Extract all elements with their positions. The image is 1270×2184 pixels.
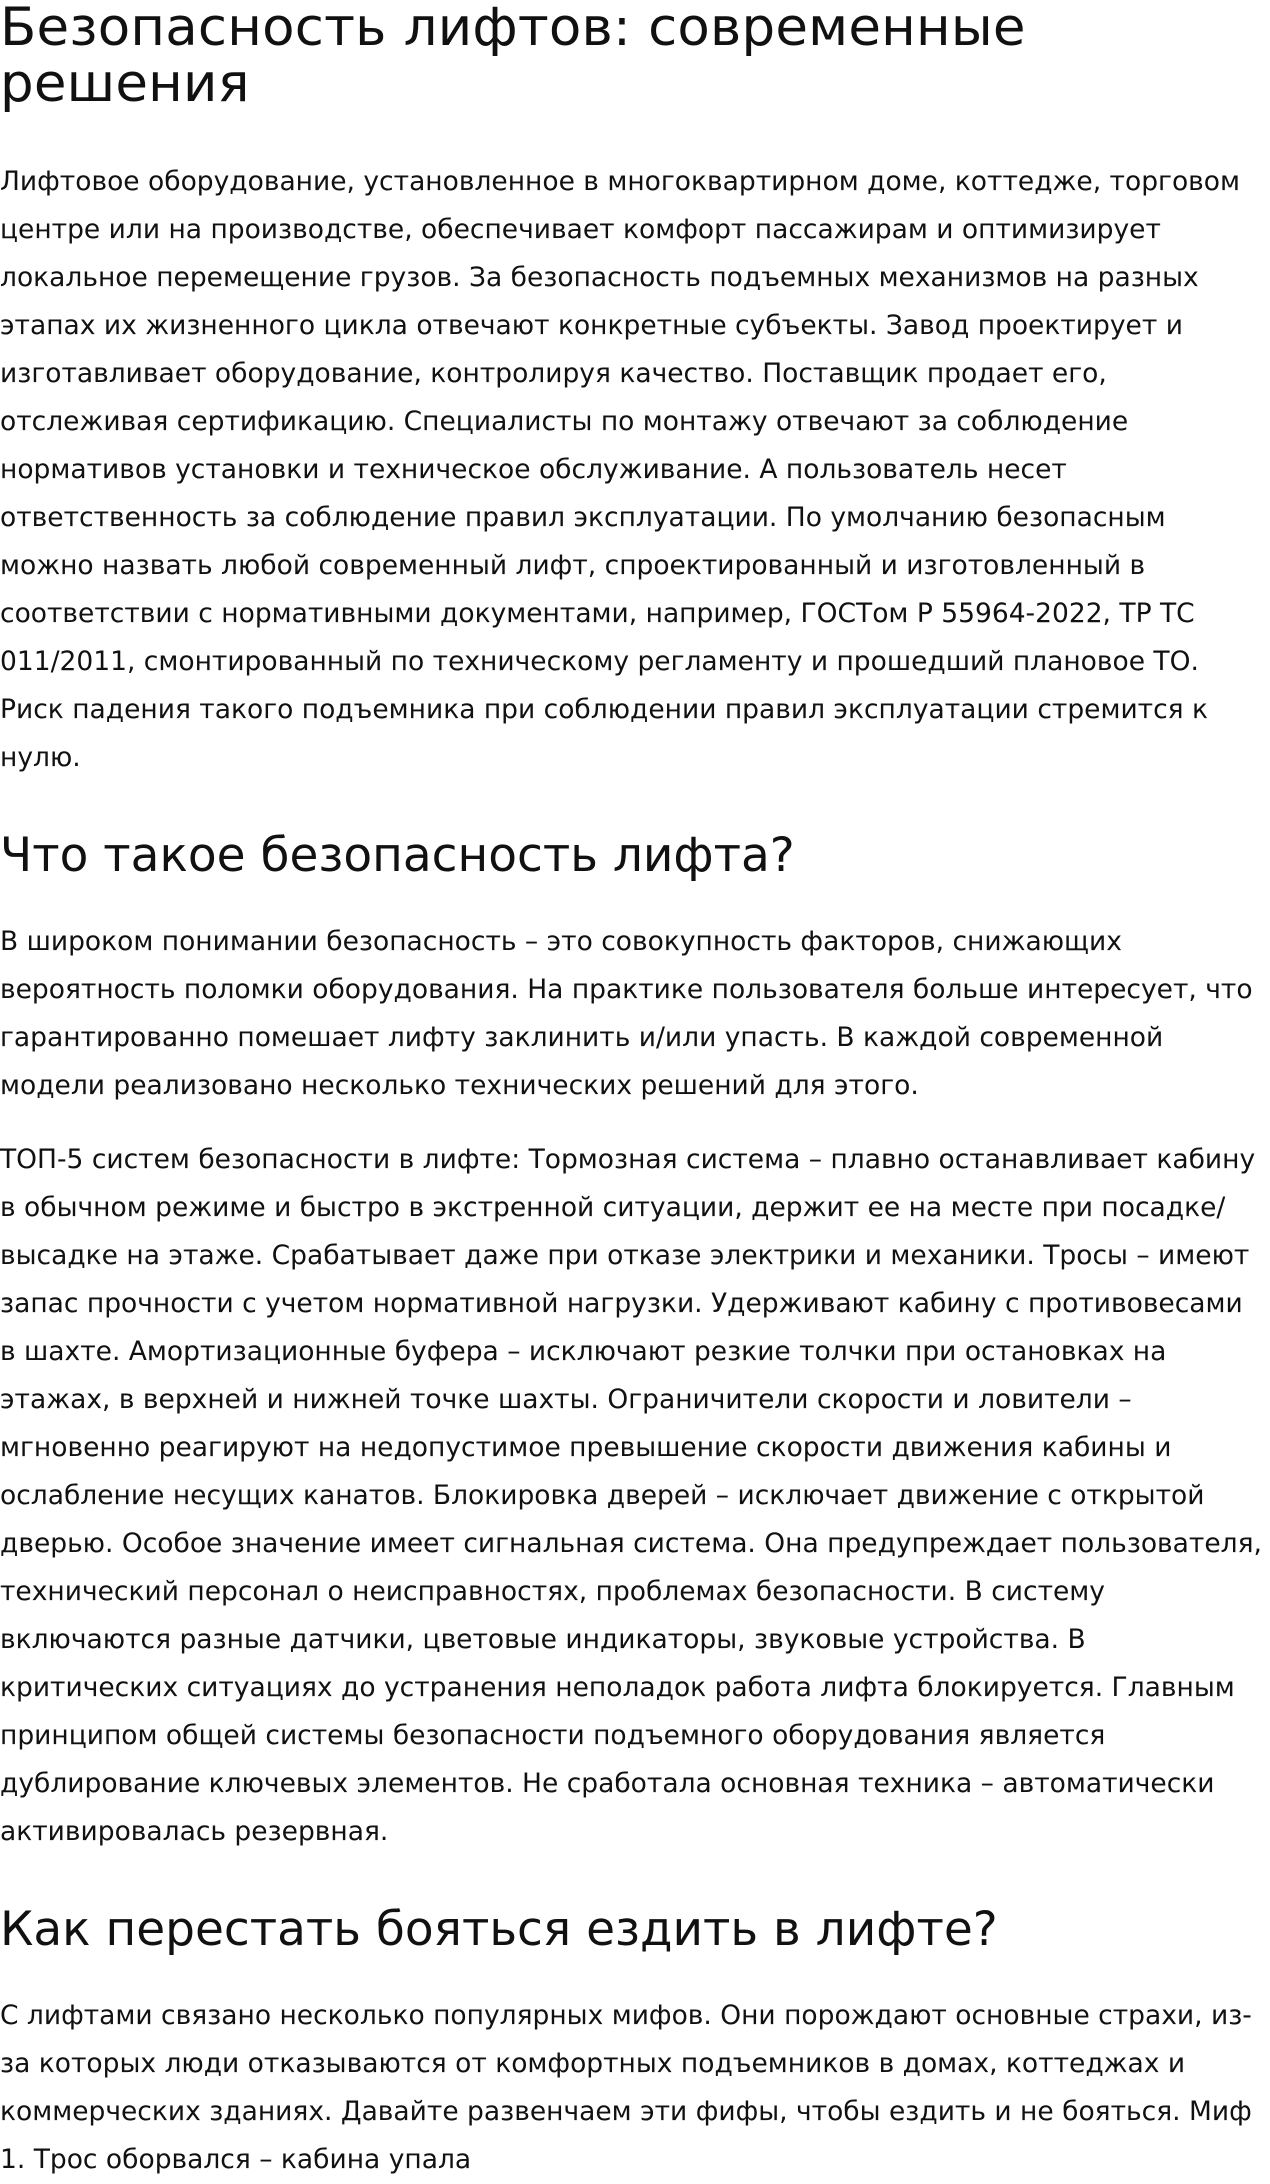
section-heading-stop-fear: Как перестать бояться ездить в лифте? xyxy=(0,1902,998,1957)
section-heading-what-is-safety: Что такое безопасность лифта? xyxy=(0,828,795,883)
section-paragraph: ТОП-5 систем безопасности в лифте: Тормозная система – плавно останавливает кабину в обычном режиме и быстро в экстренной ситуации, держит ее на месте при посадке/высадке на этаже. Срабатывает даже при отказе электрики и механики. Тросы – имеют запас прочности с учетом нормативной нагрузки. Удерживают кабину с противовесами в шахте. Амортизационные буфера – исключают резкие толчки при остановках на этажах, в верхней и нижней точке шахты. Ограничители скорости и ловители – мгновенно реагируют на недопустимое превышение скорости движения кабины и ослабление несущих канатов. Блокировка дверей – исключает движение с открытой дверью. Особое значение имеет сигнальная система. Она предупреждает пользователя, технический персонал о неисправностях, проблемах безопасности. В систему включаются разные датчики, цветовые индикаторы, звуковые устройства. В критических ситуациях до устранения неполадок работа лифта блокируется. Главным принципом общей системы безопасности подъемного оборудования является дублирование ключевых элементов. Не сработала основная техника – автоматически активировалась резервная. xyxy=(0,1144,1262,1847)
article-title: Безопасность лифтов: современные решения xyxy=(0,0,1026,114)
section-paragraph: В широком понимании безопасность – это совокупность факторов, снижающих вероятность поломки оборудования. На практике пользователя больше интересует, что гарантированно помешает лифту заклинить и/или упасть. В каждой современной модели реализовано несколько технических решений для этого. xyxy=(0,926,1253,1101)
intro-paragraph: Лифтовое оборудование, установленное в многоквартирном доме, коттедже, торговом центре или на производстве, обеспечивает комфорт пассажирам и оптимизирует локальное перемещение грузов. За безопасность подъемных механизмов на разных этапах их жизненного цикла отвечают конкретные субъекты. Завод проектирует и изготавливает оборудование, контролируя качество. Поставщик продает его, отслеживая сертификацию. Специалисты по монтажу отвечают за соблюдение нормативов установки и техническое обслуживание. А пользователь несет ответственность за соблюдение правил эксплуатации. По умолчанию безопасным можно назвать любой современный лифт, спроектированный и изготовленный в соответствии с нормативными документами, например, ГОСТом Р 55964-2022, ТР ТС 011/2011, смонтированный по техническому регламенту и прошедший плановое ТО. Риск падения такого подъемника при соблюдении правил эксплуатации стремится к нулю. xyxy=(0,166,1240,773)
section-paragraph: С лифтами связано несколько популярных мифов. Они порождают основные страхи, из-за которых люди отказываются от комфортных подъемников в домах, коттеджах и коммерческих зданиях. Давайте развенчаем эти фифы, чтобы ездить и не бояться. Миф 1. Трос оборвался – кабина упала xyxy=(0,2000,1252,2175)
